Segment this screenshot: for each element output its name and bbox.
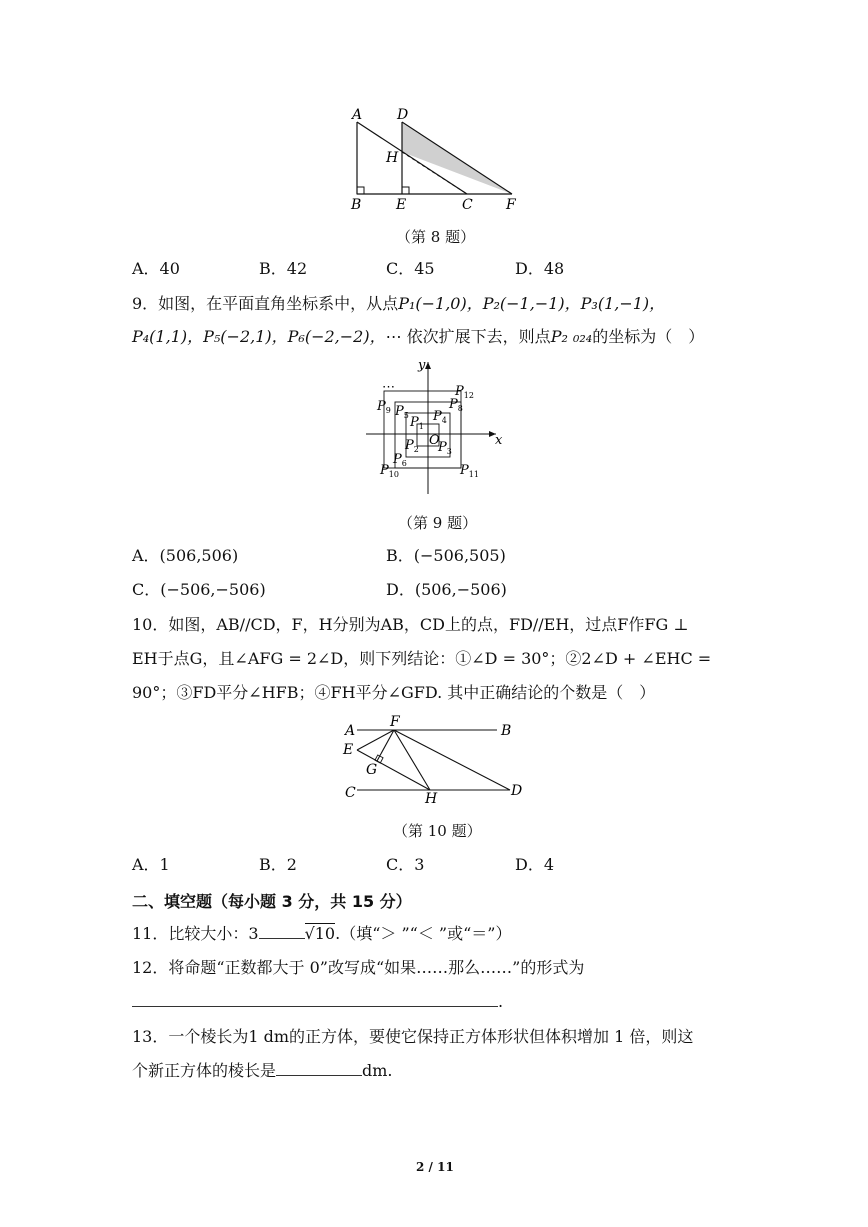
point-p10: $P_{10}$ [380,463,399,479]
ellipsis: ⋯ [382,380,395,395]
q11-post: .（填“＞ ”“＜ ”或“＝”） [335,924,512,943]
caption-q9: （第 9 题） [398,514,478,532]
q8-option-c: C．45 [386,259,435,278]
q9-line1 [132,293,665,315]
axis-label-x: x [495,433,503,448]
q12-end: . [498,992,504,1011]
section-heading: 二、填空题（每小题 3 分，共 15 分） [132,892,412,911]
figure-q9 [360,355,510,500]
q12-line1: 12．将命题“正数都大于 0”改写成“如果……那么……”的形式为 [132,958,585,977]
label-F: F [506,197,516,213]
label-A: A [352,107,363,123]
origin-label: O [429,433,440,448]
q9-option-c: C．(−506,−506) [132,580,266,599]
label-A: A [345,723,356,739]
q10-line3: 90°；③FD平分∠HFB；④FH平分∠GFD. 其中正确结论的个数是（ ） [132,683,656,702]
q10-line1: 10．如图，AB//CD，F，H分别为AB，CD上的点，FD//EH，过点F作FG ⊥ [132,615,689,634]
q9-mid: ⋯ 依次扩展下去，则点 [385,327,551,346]
label-F: F [390,714,400,730]
label-E: E [343,742,354,758]
q13-line2 [132,1060,393,1082]
q11-pre: 11．比较大小：3 [132,924,259,943]
point-p8: $P_8$ [449,397,463,413]
q12-line2 [132,991,503,1013]
q9-p4: P₄(1,1)， [132,327,204,346]
q9-p1: P₁(−1,0)， [398,294,483,313]
point-p3: $P_3$ [438,440,452,456]
caption-q10: （第 10 题） [393,822,482,840]
q9-p6: P₆(−2,−2)， [287,327,386,346]
point-p11: $P_{11}$ [460,463,479,479]
q8-option-b: B．42 [259,259,308,278]
q10-option-c: C．3 [386,855,425,874]
q12-blank[interactable] [132,1006,498,1007]
label-H: H [386,150,399,166]
q9-option-d: D．(506,−506) [386,580,507,599]
figure-q10 [340,712,530,812]
q13-line1: 13．一个棱长为1 dm的正方体，要使它保持正方体形状但体积增加 1 倍，则这 [132,1027,694,1046]
q8-option-d: D．48 [515,259,565,278]
label-G: G [366,762,378,778]
q10-option-b: B．2 [259,855,297,874]
label-D: D [397,107,409,123]
caption-q8: （第 8 题） [396,228,476,246]
point-p5: $P_5$ [395,404,409,420]
label-B: B [351,197,362,213]
label-D: D [511,783,523,799]
label-H: H [425,791,438,807]
q9-option-b: B．(−506,505) [386,546,506,565]
point-p9: $P_9$ [377,399,391,415]
point-p2: $P_2$ [405,438,419,454]
q9-intro: 9．如图，在平面直角坐标系中，从点 [132,294,399,313]
q13-pre: 个新正方体的棱长是 [132,1061,277,1080]
label-E: E [396,197,407,213]
label-C: C [345,785,356,801]
q10-line2: EH于点G，且∠AFG = 2∠D，则下列结论：①∠D = 30°；②2∠D + ∠EHC = [132,649,712,668]
figure-q8 [340,100,530,215]
page-number: 2 / 11 [416,1160,454,1174]
q9-option-a: A．(506,506) [132,546,239,565]
q10-option-d: D．4 [515,855,555,874]
q10-option-a: A．1 [132,855,170,874]
q9-p5: P₅(−2,1)， [203,327,288,346]
point-p6: $P_6$ [393,452,407,468]
q9-p2024: P₂ ₀₂₄ [550,327,593,346]
point-p4: $P_4$ [433,409,447,425]
q8-option-a: A．40 [132,259,180,278]
q9-p3: P₃(1,−1)， [580,294,666,313]
q13-blank[interactable] [276,1075,362,1076]
q11-root: √10 [304,924,336,943]
q9-end: 的坐标为（ ） [592,327,705,346]
point-p12: $P_{12}$ [455,384,474,400]
q11-blank[interactable] [259,938,305,939]
label-C: C [462,197,473,213]
q9-p2: P₂(−1,−1)， [482,294,581,313]
q9-line2 [132,326,704,348]
q13-post: dm. [362,1061,393,1080]
label-B: B [501,723,512,739]
q11 [132,923,511,945]
point-p1: $P_1$ [410,415,424,431]
axis-label-y: y [418,358,426,373]
